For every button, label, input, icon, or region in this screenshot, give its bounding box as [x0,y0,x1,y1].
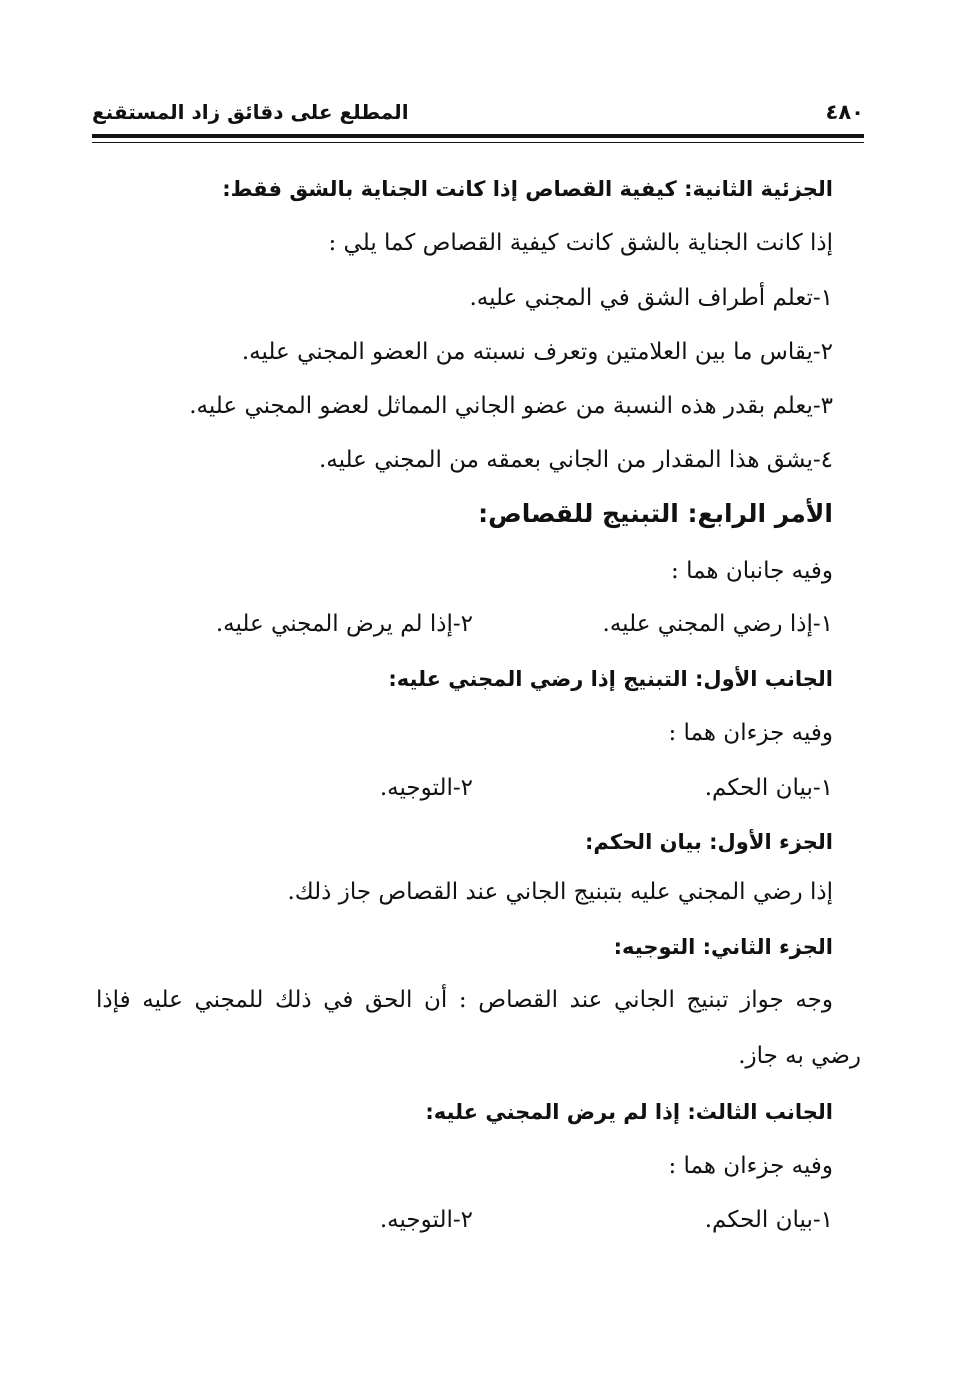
paragraph-two-parts-b: وفيه جزءان هما : [668,1153,833,1179]
part-a-item-1: ١-بيان الحكم. [704,775,833,801]
part-a-item-2: ٢-التوجيه. [379,775,473,801]
paragraph-reason-line-2: رضي به جاز. [738,1043,861,1069]
part-b-item-2: ٢-التوجيه. [379,1207,473,1233]
running-header [92,98,864,132]
heading-third-side: الجانب الثالث: إذا لم يرض المجني عليه: [425,1100,833,1124]
heading-fourth-matter: الأمر الرابع: التبنيج للقصاص: [478,499,833,528]
paragraph-ruling: إذا رضي المجني عليه بتبنيج الجاني عند القصاص جاز ذلك. [287,879,833,905]
header-rule-thick [92,134,864,138]
parts-list-b [353,1203,833,1237]
paragraph-two-sides: وفيه جانبان هما : [671,558,833,584]
part-b-item-1: ١-بيان الحكم. [704,1207,833,1233]
heading-first-side: الجانب الأول: التبنيج إذا رضي المجني عليه: [388,667,833,691]
parts-list-a [353,771,833,805]
page-number: ٤٨٠ [825,100,864,124]
list-item-step-3: ٣-يعلم بقدر هذه النسبة من عضو الجاني المماثل لعضو المجني عليه. [189,393,833,419]
book-title: المطلع على دقائق زاد المستقنع [92,100,409,124]
list-item-step-4: ٤-يشق هذا المقدار من الجاني بعمقه من المجني عليه. [318,447,833,473]
heading-part-two-reason: الجزء الثاني: التوجيه: [613,935,833,959]
heading-part-one-ruling: الجزء الأول: بيان الحكم: [584,830,833,854]
paragraph-reason-line-1: وجه جواز تبنيج الجاني عند القصاص : أن الحق في ذلك للمجني عليه فإذا [96,987,833,1013]
side-item-1: ١-إذا رضي المجني عليه. [602,611,833,637]
heading-part-two: الجزئية الثانية: كيفية القصاص إذا كانت الجناية بالشق فقط: [222,177,833,201]
list-item-step-2: ٢-يقاس ما بين العلامتين وتعرف نسبته من العضو المجني عليه. [241,339,833,365]
paragraph-intro: إذا كانت الجناية بالشق كانت كيفية القصاص كما يلي : [328,230,833,256]
paragraph-two-parts-a: وفيه جزءان هما : [668,720,833,746]
list-item-step-1: ١-تعلم أطراف الشق في المجني عليه. [469,285,833,311]
header-rule-thin [92,142,864,143]
sides-list [213,607,833,641]
side-item-2: ٢-إذا لم يرض المجني عليه. [215,611,473,637]
